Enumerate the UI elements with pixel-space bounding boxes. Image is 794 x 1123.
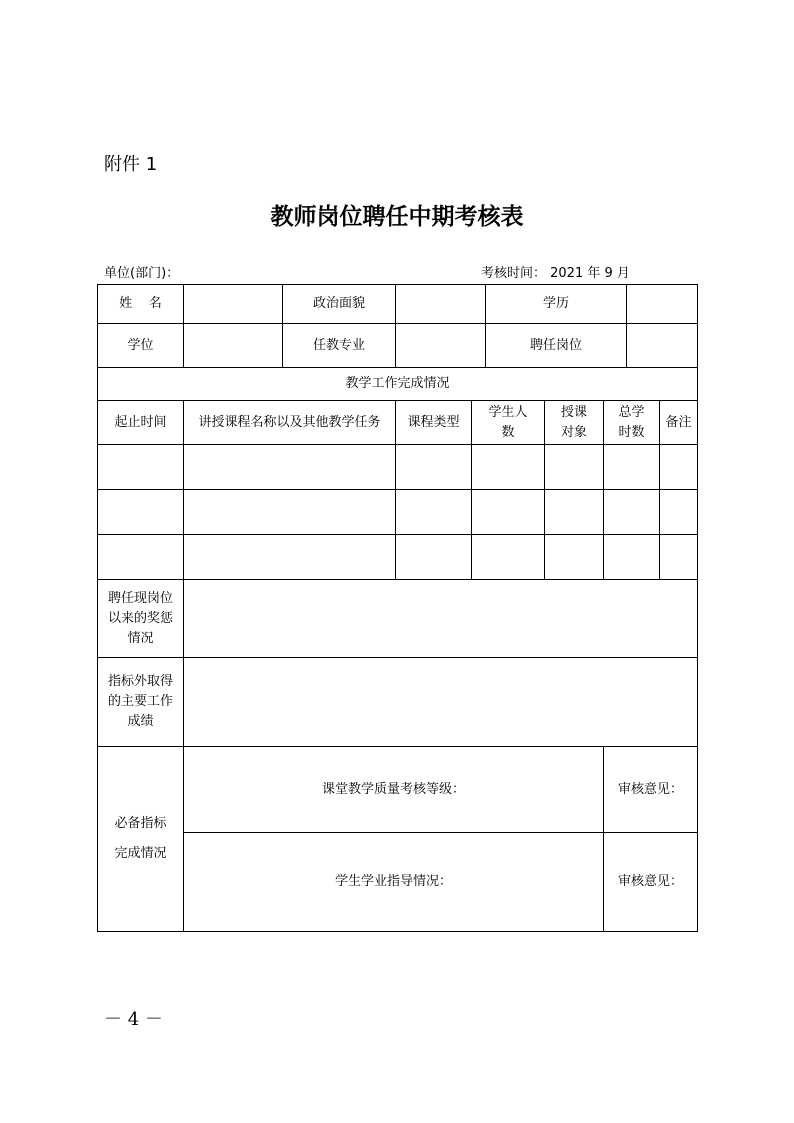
political-value-cell[interactable] [396, 285, 486, 324]
header-period: 起止时间 [98, 401, 184, 445]
major-label: 任教专业 [283, 324, 396, 368]
header-type: 课程类型 [396, 401, 472, 445]
hours-cell[interactable] [604, 445, 660, 490]
rewards-row [98, 580, 698, 658]
courses-cell[interactable] [184, 490, 396, 535]
required-label: 必备指标完成情况 [98, 747, 184, 932]
students-cell[interactable] [472, 445, 545, 490]
post-label: 聘任岗位 [486, 324, 627, 368]
audience-cell[interactable] [545, 490, 604, 535]
type-cell[interactable] [396, 535, 472, 580]
post-value-cell[interactable] [627, 324, 698, 368]
info-row-2 [98, 324, 698, 368]
period-cell[interactable] [98, 490, 184, 535]
header-audience: 授课对象 [545, 401, 604, 445]
header-hours: 总学时数 [604, 401, 660, 445]
achievements-label: 指标外取得的主要工作成绩 [98, 658, 184, 747]
audience-cell[interactable] [545, 445, 604, 490]
teaching-header-row [98, 401, 698, 445]
info-row-1 [98, 285, 698, 324]
notes-cell[interactable] [660, 445, 698, 490]
type-cell[interactable] [396, 490, 472, 535]
page-number: － 4 － [104, 1009, 163, 1030]
header-courses: 讲授课程名称以及其他教学任务 [184, 401, 396, 445]
assessment-form-table [97, 284, 698, 932]
required-row-guidance [98, 833, 698, 932]
hours-cell[interactable] [604, 535, 660, 580]
students-cell[interactable] [472, 535, 545, 580]
rewards-label: 聘任现岗位以来的奖惩情况 [98, 580, 184, 658]
teaching-section-row [98, 368, 698, 401]
guidance-label[interactable]: 学生学业指导情况： [184, 833, 604, 932]
achievements-row [98, 658, 698, 747]
rewards-value-cell[interactable] [184, 580, 698, 658]
notes-cell[interactable] [660, 490, 698, 535]
courses-cell[interactable] [184, 535, 396, 580]
unit-label: 单位(部门)： [104, 266, 180, 281]
notes-cell[interactable] [660, 535, 698, 580]
attachment-label: 附件 1 [104, 154, 158, 175]
quality-review-label[interactable]: 审核意见： [604, 747, 698, 833]
name-label: 姓 名 [98, 285, 184, 324]
form-title: 教师岗位聘任中期考核表 [270, 203, 524, 230]
achievements-value-cell[interactable] [184, 658, 698, 747]
degree-label: 学位 [98, 324, 184, 368]
name-value-cell[interactable] [184, 285, 283, 324]
degree-value-cell[interactable] [184, 324, 283, 368]
education-label: 学历 [486, 285, 627, 324]
required-row-quality [98, 747, 698, 833]
students-cell[interactable] [472, 490, 545, 535]
education-value-cell[interactable] [627, 285, 698, 324]
courses-cell[interactable] [184, 445, 396, 490]
period-cell[interactable] [98, 535, 184, 580]
hours-cell[interactable] [604, 490, 660, 535]
header-notes: 备注 [660, 401, 698, 445]
major-value-cell[interactable] [396, 324, 486, 368]
period-cell[interactable] [98, 445, 184, 490]
assessment-time: 考核时间： 2021 年 9 月 [481, 266, 630, 281]
teaching-row [98, 535, 698, 580]
guidance-review-label[interactable]: 审核意见： [604, 833, 698, 932]
audience-cell[interactable] [545, 535, 604, 580]
type-cell[interactable] [396, 445, 472, 490]
teaching-section-title: 教学工作完成情况 [98, 368, 698, 401]
teaching-row [98, 490, 698, 535]
header-students: 学生人数 [472, 401, 545, 445]
teaching-row [98, 445, 698, 490]
quality-level-label[interactable]: 课堂教学质量考核等级： [184, 747, 604, 833]
political-label: 政治面貌 [283, 285, 396, 324]
